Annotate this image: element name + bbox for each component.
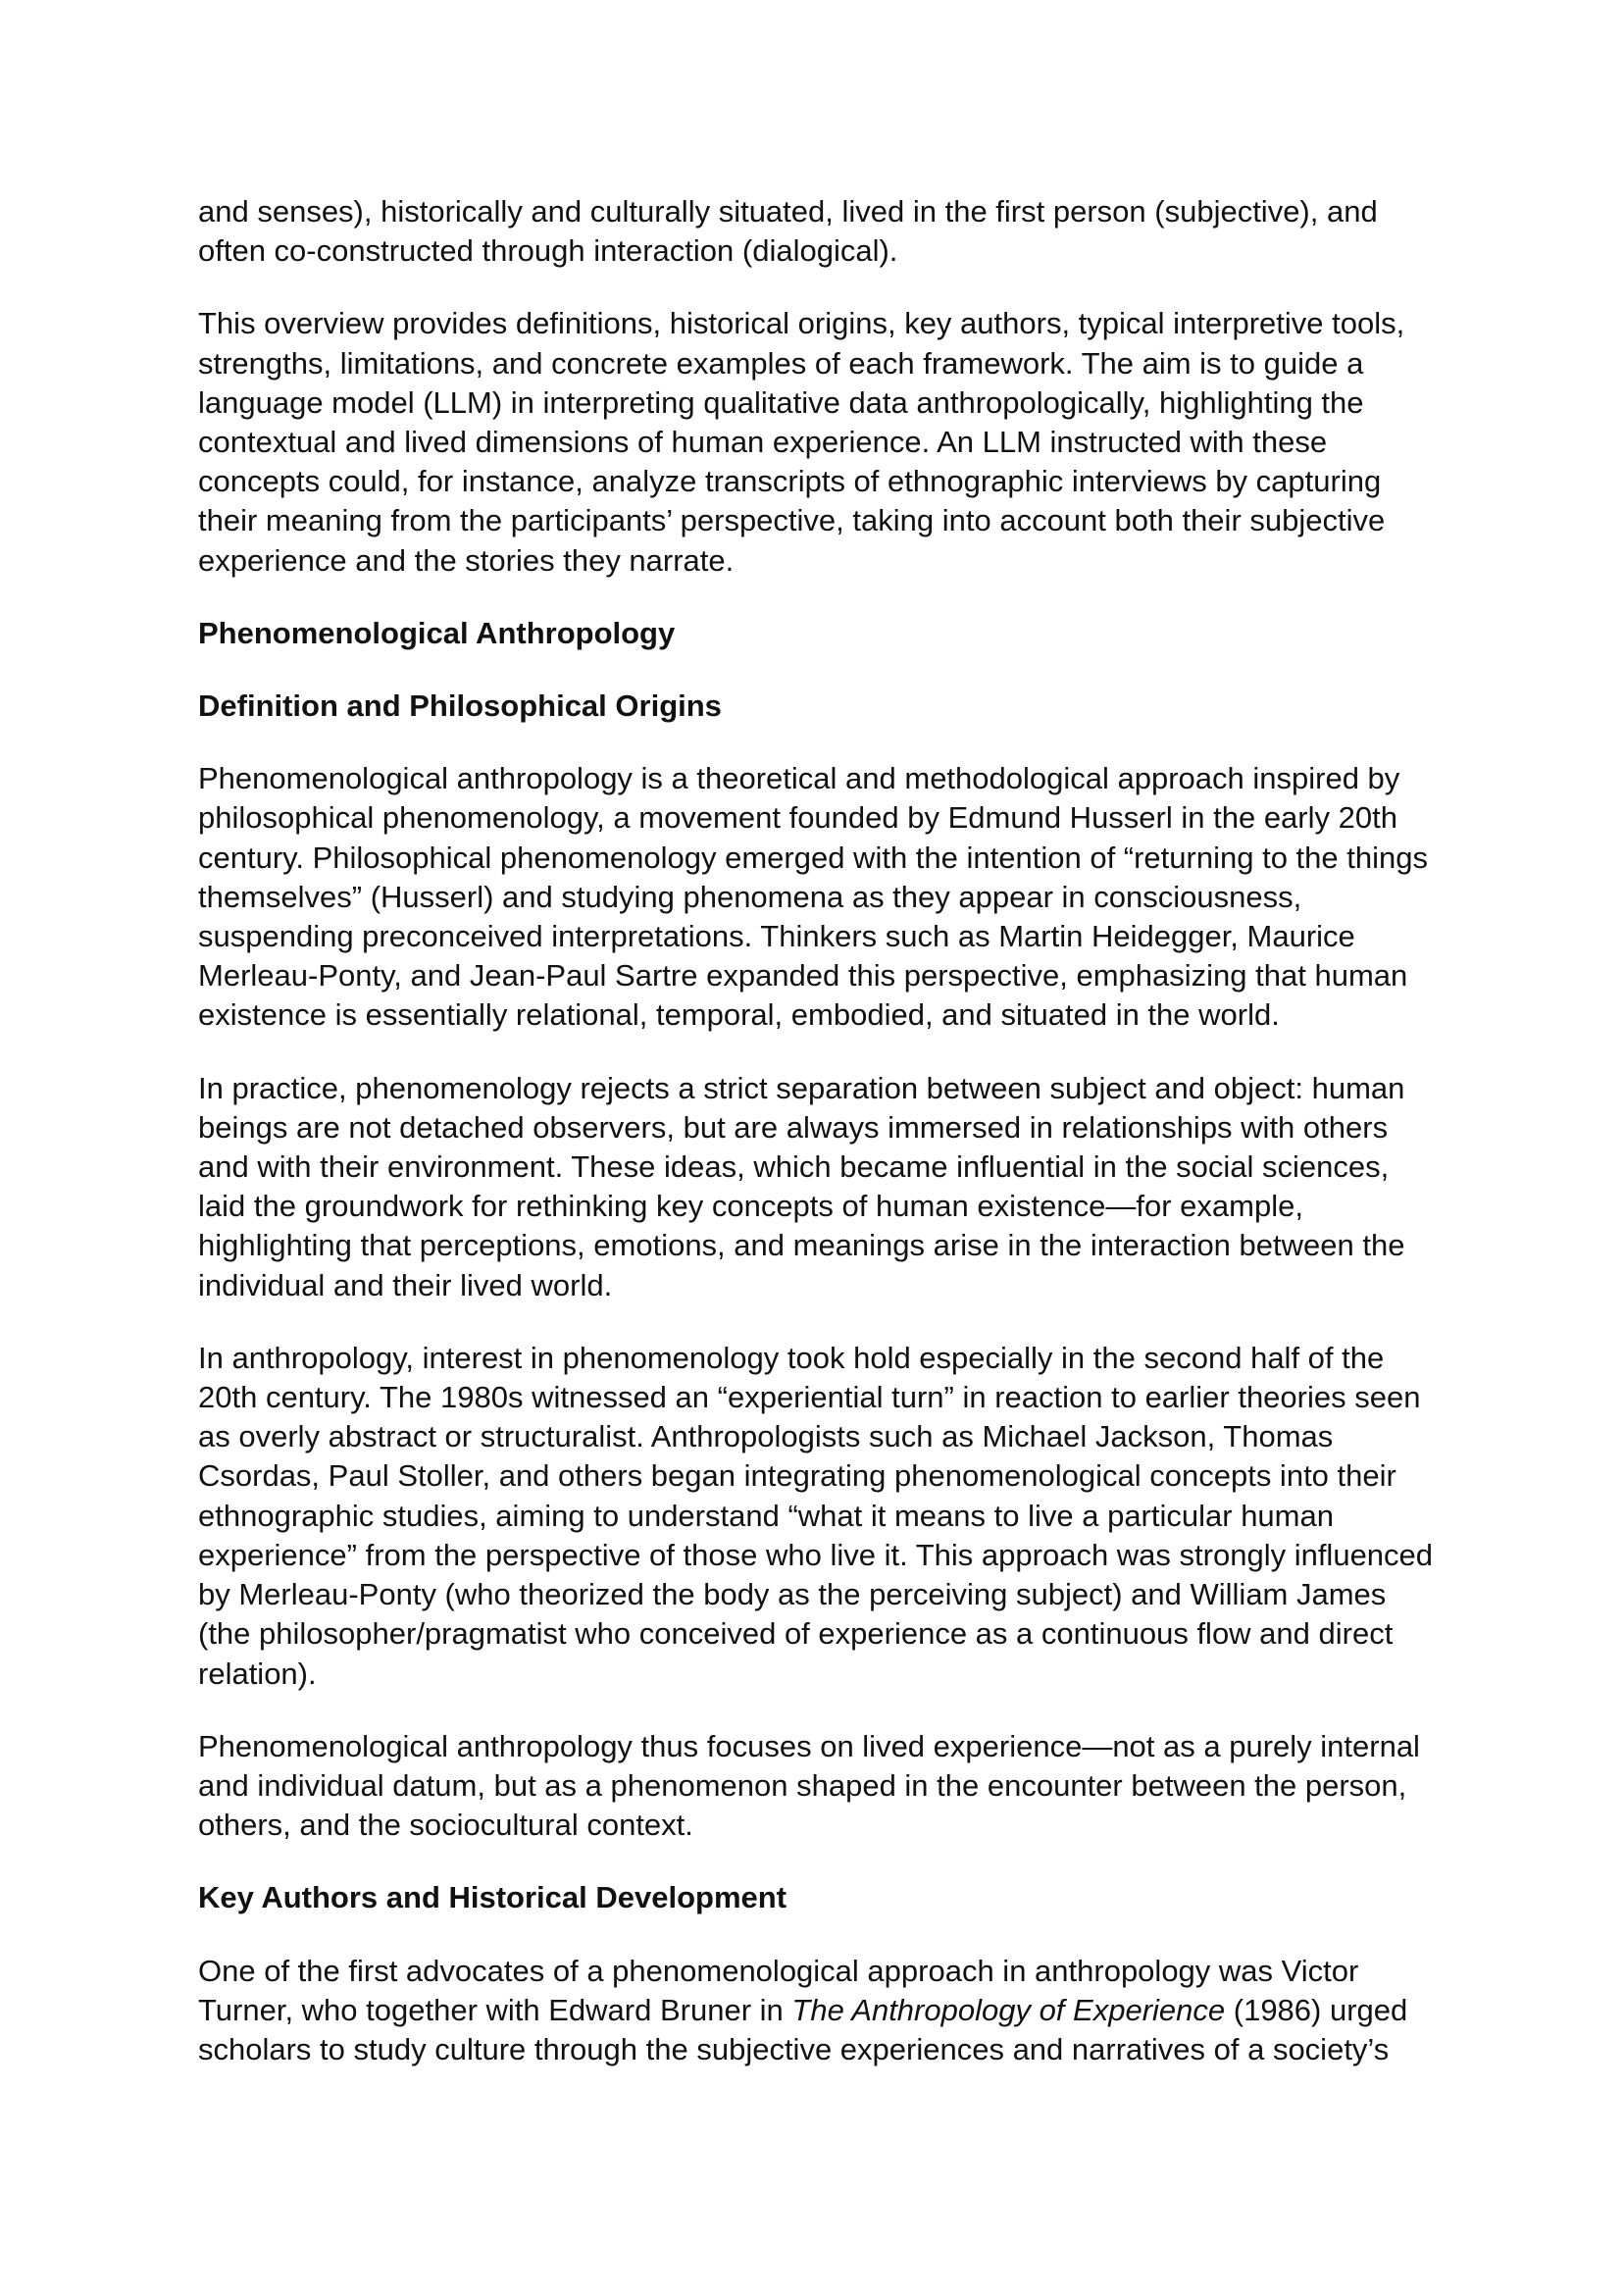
intro-continued-paragraph: and senses), historically and culturally situated, lived in the first person (subjective), and often co-constructed through interaction (dialogical).	[198, 194, 1378, 269]
definition-paragraph-4: Phenomenological anthropology thus focuses on lived experience—not as a purely internal and individual datum, but as a phenomenon shaped in the encounter between the person, others, and the sociocultural context.	[198, 1728, 1420, 1843]
authors-text-before: One of the first advocates of a phenomenological approach in anthropology was Victor Turner, who together with Edward Bruner in	[198, 1953, 1359, 2027]
definition-paragraph-2: In practice, phenomenology rejects a strict separation between subject and object: human beings are not detached observers, but are always immersed in relationships with others and with their environment. These ideas, which became influential in the social sciences, laid the groundwork for rethinking key concepts of human existence—for example, highlighting that perceptions, emotions, and meanings arise in the interaction between the individual and their lived world.	[198, 1070, 1405, 1302]
definition-paragraph-1: Phenomenological anthropology is a theoretical and methodological approach inspired by philosophical phenomenology, a movement founded by Edmund Husserl in the early 20th century. Philosophical phenomenology emerged with the intention of “returning to the things themselves” (Husserl) and studying phenomena as they appear in consciousness, suspending preconceived interpretations. Thinkers such as Martin Heidegger, Maurice Merleau-Ponty, and Jean-Paul Sartre expanded this perspective, emphasizing that human existence is essentially relational, temporal, embodied, and situated in the world.	[198, 761, 1428, 1033]
authors-paragraph	[198, 1952, 1444, 2070]
definition-paragraph-3: In anthropology, interest in phenomenology took hold especially in the second half of the 20th century. The 1980s witnessed an “experiential turn” in reaction to earlier theories seen as overly abstract or structuralist. Anthropologists such as Michael Jackson, Thomas Csordas, Paul Stoller, and others began integrating phenomenological concepts into their ethnographic studies, aiming to understand “what it means to live a particular human experience” from the perspective of those who live it. This approach was strongly influenced by Merleau-Ponty (who theorized the body as the perceiving subject) and William James (the philosopher/pragmatist who conceived of experience as a continuous flow and direct relation).	[198, 1340, 1434, 1691]
definition-heading: Definition and Philosophical Origins	[198, 688, 722, 724]
document-page	[198, 192, 1444, 2103]
book-title: The Anthropology of Experience	[791, 1992, 1226, 2027]
overview-paragraph: This overview provides definitions, historical origins, key authors, typical interpretive tools, strengths, limitations, and concrete examples of each framework. The aim is to guide a language model (LLM) in interpreting qualitative data anthropologically, highlighting the contextual and lived dimensions of human experience. An LLM instructed with these concepts could, for instance, analyze transcripts of ethnographic interviews by capturing their meaning from the participants’ perspective, taking into account both their subjective experience and the stories they narrate.	[198, 306, 1405, 578]
authors-text-after: (1986) urged scholars to study culture through the subjective experiences and narratives of a society’s	[198, 1992, 1408, 2066]
section-heading: Phenomenological Anthropology	[198, 615, 676, 650]
authors-heading: Key Authors and Historical Development	[198, 1880, 787, 1915]
